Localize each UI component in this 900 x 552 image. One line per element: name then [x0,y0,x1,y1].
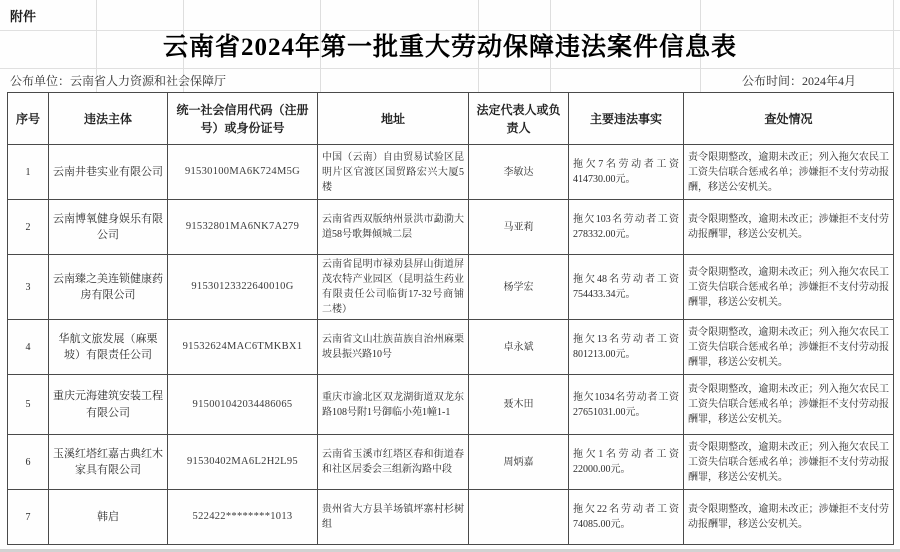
cell-violation: 拖欠103名劳动者工资278332.00元。 [569,200,684,255]
cell-action: 责令限期整改，逾期未改正；列入拖欠农民工工资失信联合惩戒名单；涉嫌拒不支付劳动报酬，移送公安机关。 [684,145,894,200]
cell-action: 责令限期整改，逾期未改正；列入拖欠农民工工资失信联合惩戒名单；涉嫌拒不支付劳动报酬罪，移送公安机关。 [684,435,894,490]
col-header-representative: 法定代表人或负责人 [469,93,569,145]
table-row [8,320,894,375]
cell-action: 责令限期整改，逾期未改正；列入拖欠农民工工资失信联合惩戒名单；涉嫌拒不支付劳动报酬罪，移送公安机关。 [684,255,894,320]
cell-credit-code: 91532801MA6NK7A279 [168,200,318,255]
cell-violation: 拖欠1034名劳动者工资27651031.00元。 [569,375,684,435]
cell-no: 1 [8,145,49,200]
cell-entity: 云南臻之美连锁健康药房有限公司 [49,255,168,320]
table-row [8,200,894,255]
cell-credit-code: 91532624MAC6TMKBX1 [168,320,318,375]
cell-representative: 杨学宏 [469,255,569,320]
cell-violation: 拖欠48名劳动者工资754433.34元。 [569,255,684,320]
cell-no: 4 [8,320,49,375]
page-title: 云南省2024年第一批重大劳动保障违法案件信息表 [162,34,737,61]
cell-address: 重庆市渝北区双龙湖街道双龙东路108号附1号御临小苑1幢1-1 [318,375,469,435]
cell-action: 责令限期整改，逾期未改正；涉嫌拒不支付劳动报酬罪，移送公安机关。 [684,490,894,545]
table-row [8,145,894,200]
cell-entity: 云南井巷实业有限公司 [49,145,168,200]
col-header-address: 地址 [318,93,469,145]
col-header-no: 序号 [8,93,49,145]
cell-no: 2 [8,200,49,255]
cell-violation: 拖欠13名劳动者工资801213.00元。 [569,320,684,375]
cell-no: 5 [8,375,49,435]
col-header-action: 查处情况 [684,93,894,145]
cell-representative: 卓永斌 [469,320,569,375]
cell-credit-code: 91530123322640010G [168,255,318,320]
document-header [0,0,900,92]
cell-credit-code: 915001042034486065 [168,375,318,435]
cell-entity: 韩启 [49,490,168,545]
col-header-credit-code: 统一社会信用代码（注册号）或身份证号 [168,93,318,145]
cell-representative: 李敏达 [469,145,569,200]
cell-representative: 聂木田 [469,375,569,435]
cell-entity: 重庆元海建筑安装工程有限公司 [49,375,168,435]
cell-representative: 周炳嘉 [469,435,569,490]
col-header-entity: 违法主体 [49,93,168,145]
cell-address: 云南省玉溪市红塔区春和街道春和社区居委会三组新沟路中段 [318,435,469,490]
cell-entity: 云南博氧健身娱乐有限公司 [49,200,168,255]
table-row [8,375,894,435]
cell-address: 贵州省大方县羊场镇坪寨村杉树组 [318,490,469,545]
cell-violation: 拖欠1名劳动者工资22000.00元。 [569,435,684,490]
cell-address: 云南省文山壮族苗族自治州麻栗坡县振兴路10号 [318,320,469,375]
cell-address: 云南省西双版纳州景洪市勐泐大道58号歌舞倾城二层 [318,200,469,255]
cell-no: 7 [8,490,49,545]
cell-no: 6 [8,435,49,490]
publish-info-row [0,68,900,92]
cell-representative [469,490,569,545]
cell-representative: 马亚莉 [469,200,569,255]
cell-action: 责令限期整改，逾期未改正；涉嫌拒不支付劳动报酬罪，移送公安机关。 [684,200,894,255]
table-row [8,490,894,545]
cell-credit-code: 91530402MA6L2H2L95 [168,435,318,490]
cell-violation: 拖欠7名劳动者工资414730.00元。 [569,145,684,200]
col-header-violation: 主要违法事实 [569,93,684,145]
cell-violation: 拖欠22名劳动者工资74085.00元。 [569,490,684,545]
cell-no: 3 [8,255,49,320]
cell-entity: 玉溪红塔红嘉古典红木家具有限公司 [49,435,168,490]
publisher-label: 公布单位：云南省人力资源和社会保障厅 [10,73,227,88]
cell-address: 云南省昆明市禄劝县屏山街道屏茂农特产业园区（昆明益生药业有限责任公司临街17-32号商铺二楼） [318,255,469,320]
table-header-row [8,93,894,145]
attachment-row [0,0,900,30]
cell-address: 中国（云南）自由贸易试验区昆明片区官渡区国贸路宏兴大厦5楼 [318,145,469,200]
table-row [8,435,894,490]
cell-action: 责令限期整改，逾期未改正；列入拖欠农民工工资失信联合惩戒名单；涉嫌拒不支付劳动报酬罪，移送公安机关。 [684,375,894,435]
attachment-label: 附件 [10,8,37,24]
cell-credit-code: 522422********1013 [168,490,318,545]
cell-action: 责令限期整改，逾期未改正；列入拖欠农民工工资失信联合惩戒名单；涉嫌拒不支付劳动报酬罪，移送公安机关。 [684,320,894,375]
case-table [7,92,894,545]
cell-credit-code: 91530100MA6K724M5G [168,145,318,200]
table-row [8,255,894,320]
publish-time-label: 公布时间：2024年4月 [741,73,856,88]
cell-entity: 华航文旅发展（麻栗坡）有限责任公司 [49,320,168,375]
